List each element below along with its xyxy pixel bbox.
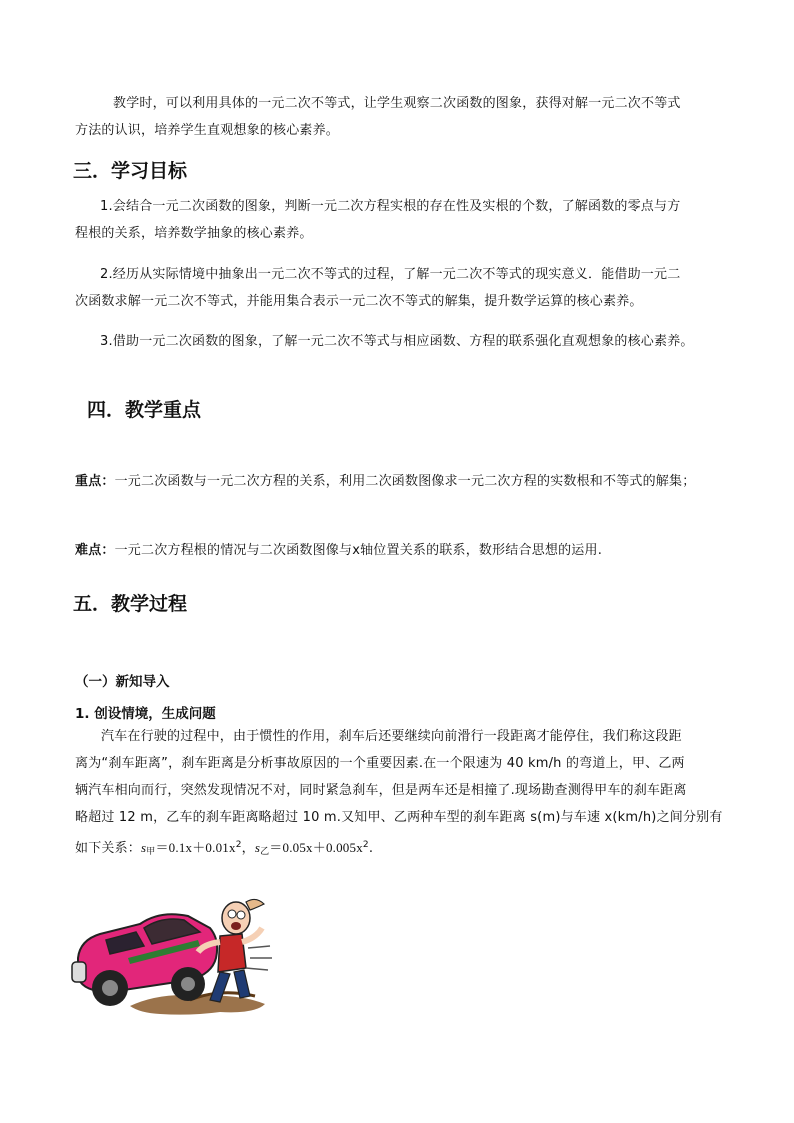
goal-2-line-1: 2.经历从实际情境中抽象出一元二次不等式的过程，了解一元二次不等式的现实意义．能借助一元二 (100, 267, 681, 282)
formula-s-yi-symbol: s (254, 840, 261, 855)
intro-line-2: 方法的认识，培养学生直观想象的核心素养。 (75, 123, 340, 138)
subsection-heading: （一）新知导入 (75, 674, 170, 690)
key-point (75, 468, 695, 496)
formula-s-jia-symbol: s (141, 840, 147, 855)
formula-separator: ， (241, 841, 255, 856)
difficult-point-text: 一元二次方程根的情况与二次函数图像与x轴位置关系的联系，数形结合思想的运用. (114, 543, 603, 558)
formula-jia-subscript: 甲 (146, 847, 156, 857)
key-point-label: 重点： (75, 474, 115, 489)
intro-line-1: 教学时，可以利用具体的一元二次不等式，让学生观察二次函数的图象，获得对解一元二次不等式 (113, 96, 681, 111)
formula-jia-expression: ＝0.1x＋0.01x (155, 840, 236, 855)
story-line-4: 略超过 12 m，乙车的刹车距离略超过 10 m.又知甲、乙两种车型的刹车距离 s(m)与车速 x(km/h)之间分别有 (75, 810, 723, 825)
car-crash-cartoon-icon (70, 888, 275, 1018)
section-5-heading: 五．教学过程 (73, 593, 188, 615)
story-line-3: 辆汽车相向而行，突然发现情况不对，同时紧急刹车，但是两车还是相撞了.现场勘查测得甲车的刹车距离 (75, 783, 687, 798)
goal-1-line-2: 程根的关系，培养数学抽象的核心素养。 (75, 226, 313, 241)
section-3-heading: 三．学习目标 (73, 160, 188, 182)
difficult-point-label: 难点： (75, 543, 115, 558)
goal-1-line-1: 1.会结合一元二次函数的图象，判断一元二次方程实根的存在性及实根的个数，了解函数的零点与方 (100, 199, 681, 214)
sub-subsection-heading: 1. 创设情境，生成问题 (75, 706, 216, 722)
formula-yi-exponent: 2 (362, 840, 369, 850)
section-4-heading: 四．教学重点 (87, 399, 202, 421)
formula-yi-subscript: 乙 (260, 847, 270, 857)
formula-jia-exponent: 2 (235, 840, 242, 850)
key-point-text: 一元二次函数与一元二次方程的关系，利用二次函数图像求一元二次方程的实数根和不等式的解集； (114, 474, 696, 489)
difficult-point (75, 537, 602, 565)
goal-2-line-2: 次函数求解一元二次不等式，并能用集合表示一元二次不等式的解集，提升数学运算的核心素养。 (75, 294, 643, 309)
story-line-1: 汽车在行驶的过程中，由于惯性的作用，刹车后还要继续向前滑行一段距离才能停住，我们称这段距 (101, 729, 682, 744)
formula-yi-expression: ＝0.05x＋0.005x (269, 840, 363, 855)
formula-intro: 如下关系： (75, 841, 142, 856)
formula-end: . (368, 841, 374, 856)
goal-3-line-1: 3.借助一元二次函数的图象，了解一元二次不等式与相应函数、方程的联系强化直观想象的核心素养。 (100, 334, 694, 349)
story-line-2: 离为“刹车距离”，刹车距离是分析事故原因的一个重要因素.在一个限速为 40 km/h 的弯道上，甲、乙两 (75, 756, 685, 771)
formula-line (75, 831, 373, 866)
